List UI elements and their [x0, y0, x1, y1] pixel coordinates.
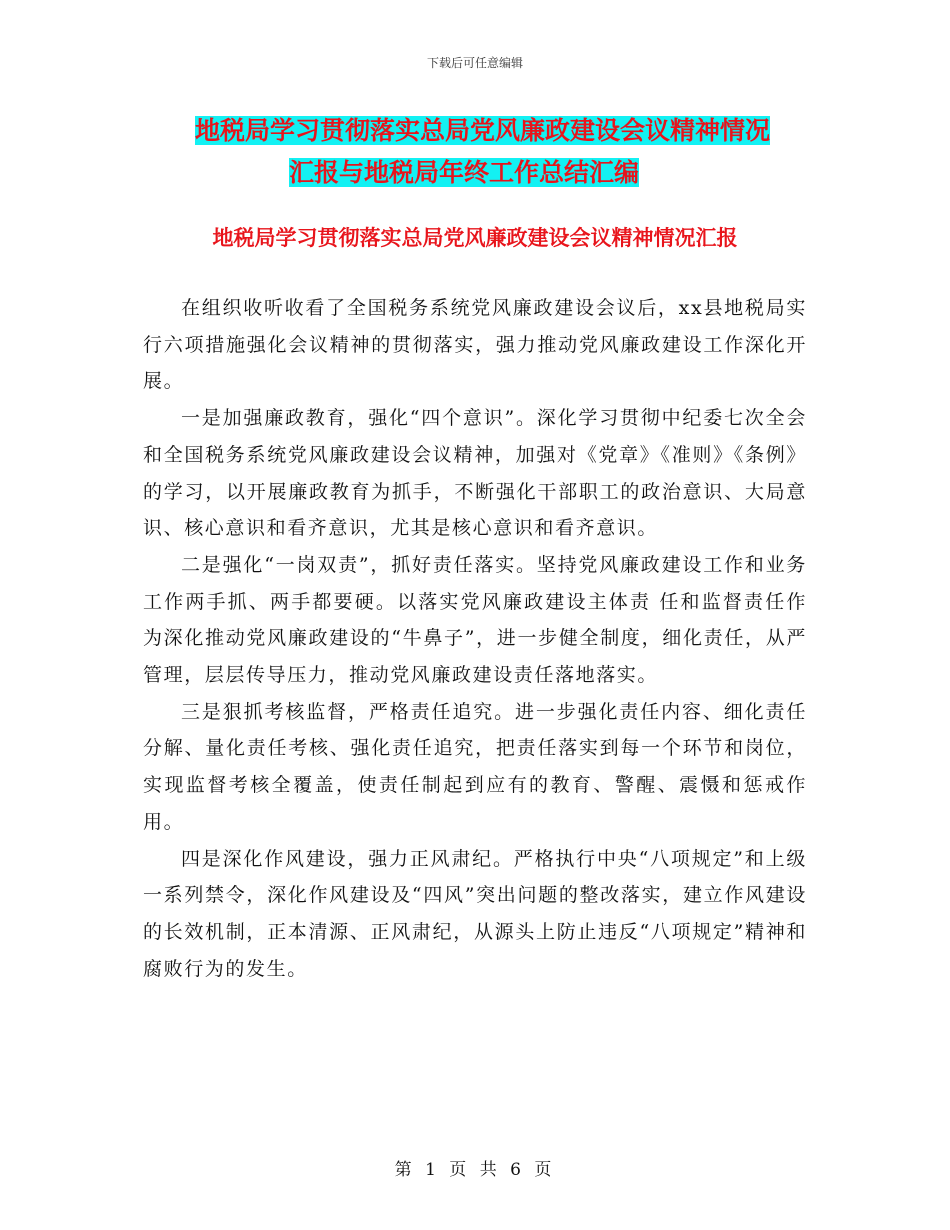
main-title [195, 110, 815, 194]
main-title-line-1 [195, 110, 815, 152]
paragraph-point-4: 四是深化作风建设，强力正风肃纪。严格执行中央“八项规定”和上级一系列禁令，深化作风建设及“四风”突出问题的整改落实，建立作风建设的长效机制，正本清源、正风肃纪，从源头上防止违反“八项规定”精神和腐败行为的发生。 [143, 847, 807, 980]
paragraph-intro: 在组织收听收看了全国税务系统党风廉政建设会议后，xx县地税局实行六项措施强化会议精神的贯彻落实，强力推动党风廉政建设工作深化开展。 [143, 297, 807, 393]
paragraph-point-1: 一是加强廉政教育，强化“四个意识”。深化学习贯彻中纪委七次全会和全国税务系统党风廉政建设会议精神，加强对《党章》《准则》《条例》的学习，以开展廉政教育为抓手，不断强化干部职工的政治意识、大局意识、核心意识和看齐意识，尤其是核心意识和看齐意识。 [143, 407, 807, 540]
section-title: 地税局学习贯彻落实总局党风廉政建设会议精神情况汇报 [212, 226, 738, 250]
main-title-line-2-text: 汇报与地税局年终工作总结汇编 [289, 158, 640, 187]
paragraph-point-3: 三是狠抓考核监督，严格责任追究。进一步强化责任内容、细化责任分解、量化责任考核、强化责任追究，把责任落实到每一个环节和岗位，实现监督考核全覆盖，使责任制起到应有的教育、警醒、震慑和惩戒作用。 [143, 700, 807, 833]
main-title-line-2 [195, 152, 815, 194]
page-number-footer: 第 1 页 共 6 页 [394, 1160, 556, 1180]
header-note: 下载后可任意编辑 [426, 56, 523, 70]
main-title-line-1-text: 地税局学习贯彻落实总局党风廉政建设会议精神情况 [195, 116, 771, 145]
paragraph-point-2: 二是强化“一岗双责”，抓好责任落实。坚持党风廉政建设工作和业务工作两手抓、两手都要硬。以落实党风廉政建设主体责 任和监督责任作为深化推动党风廉政建设的“牛鼻子”，进一步健全制度，细化责任，从严管理，层层传导压力，推动党风廉政建设责任落地落实。 [143, 553, 807, 687]
body-text [143, 290, 807, 987]
